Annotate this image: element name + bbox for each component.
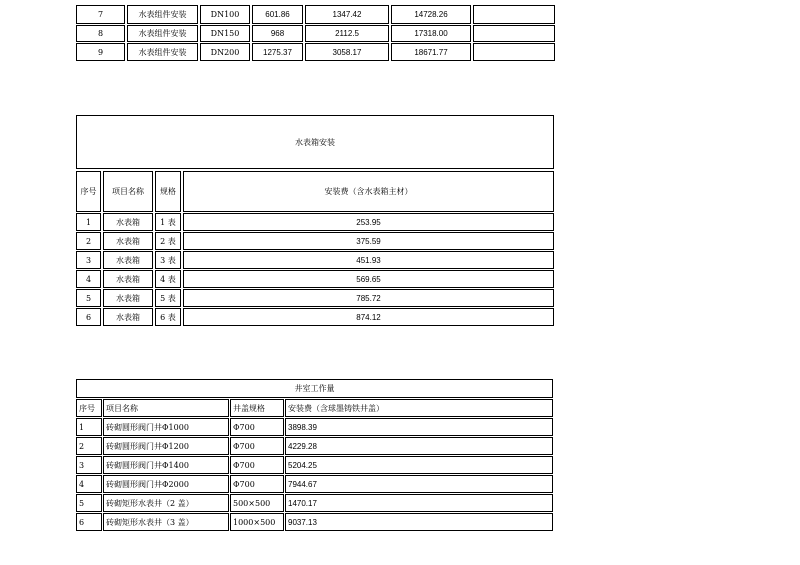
table-cell-value: 968 [252,25,303,42]
table-cell-empty [473,25,555,42]
table-cell-spec: 6 表 [155,308,181,326]
table-cell-spec: DN150 [200,25,250,42]
table-cell-spec: 1 表 [155,213,181,231]
table-cell-name: 砖砌矩形水表井（2 盖） [103,494,229,512]
table-cell-name: 水表箱 [103,213,153,231]
header-fee: 安装费（含球墨铸铁井盖） [285,399,553,417]
table-cell-spec: Φ700 [230,475,284,493]
table-cell-spec: DN200 [200,43,250,61]
table-cell-spec: Φ700 [230,437,284,455]
table-cell-spec: 2 表 [155,232,181,250]
table-title: 井室工作量 [76,379,553,398]
table-cell-name: 水表箱 [103,232,153,250]
table-cell-name: 水表组件安装 [127,25,198,42]
table-cell-spec: DN100 [200,5,250,24]
table-cell-empty [473,5,555,24]
table-cell-spec: 4 表 [155,270,181,288]
table-cell-spec: 3 表 [155,251,181,269]
table-cell-name: 水表箱 [103,270,153,288]
table-cell-no: 3 [76,456,102,474]
table-cell-spec: Φ700 [230,456,284,474]
table-cell-no: 4 [76,475,102,493]
table-cell-name: 砖砌圆形阀门井Φ1400 [103,456,229,474]
table-cell-fee: 9037.13 [285,513,553,531]
table-cell-name: 水表组件安装 [127,5,198,24]
table-cell-value: 18671.77 [391,43,471,61]
header-fee: 安装费（含水表箱主材） [183,171,554,212]
table-cell-fee: 5204.25 [285,456,553,474]
table-cell-no: 1 [76,213,101,231]
table-cell-value: 17318.00 [391,25,471,42]
table-cell-spec: 5 表 [155,289,181,307]
table-cell-spec: 1000×500 [230,513,284,531]
table-cell-fee: 451.93 [183,251,554,269]
table-cell-name: 砖砌圆形阀门井Φ1200 [103,437,229,455]
table-cell-name: 砖砌矩形水表井（3 盖） [103,513,229,531]
table-cell-no: 7 [76,5,125,24]
header-no: 序号 [76,399,102,417]
table-cell-no: 3 [76,251,101,269]
table-cell-spec: Φ700 [230,418,284,436]
table-cell-fee: 7944.67 [285,475,553,493]
table-cell-spec: 500×500 [230,494,284,512]
table-cell-no: 6 [76,513,102,531]
table-cell-fee: 253.95 [183,213,554,231]
table-cell-no: 5 [76,289,101,307]
table-cell-no: 9 [76,43,125,61]
header-spec: 规格 [155,171,181,212]
table-cell-no: 2 [76,232,101,250]
table-cell-no: 4 [76,270,101,288]
header-name: 项目名称 [103,399,229,417]
table-cell-value: 3058.17 [305,43,389,61]
table-cell-name: 水表组件安装 [127,43,198,61]
table-cell-name: 水表箱 [103,289,153,307]
table-cell-fee: 1470.17 [285,494,553,512]
table-cell-fee: 3898.39 [285,418,553,436]
table-cell-name: 砖砌圆形阀门井Φ1000 [103,418,229,436]
header-spec: 井盖规格 [230,399,284,417]
table-cell-fee: 569.65 [183,270,554,288]
table-cell-value: 1347.42 [305,5,389,24]
table-cell-fee: 785.72 [183,289,554,307]
table-cell-no: 2 [76,437,102,455]
table-cell-fee: 375.59 [183,232,554,250]
header-name: 项目名称 [103,171,153,212]
table-cell-name: 砖砌圆形阀门井Φ2000 [103,475,229,493]
table-cell-empty [473,43,555,61]
table-cell-no: 5 [76,494,102,512]
table-cell-fee: 4229.28 [285,437,553,455]
table-cell-no: 1 [76,418,102,436]
table-cell-value: 2112.5 [305,25,389,42]
table-cell-value: 601.86 [252,5,303,24]
table-cell-name: 水表箱 [103,251,153,269]
table-cell-value: 1275.37 [252,43,303,61]
table-cell-value: 14728.26 [391,5,471,24]
table-cell-fee: 874.12 [183,308,554,326]
table-cell-no: 8 [76,25,125,42]
table-cell-name: 水表箱 [103,308,153,326]
table-title: 水表箱安装 [76,115,554,169]
header-no: 序号 [76,171,101,212]
table-cell-no: 6 [76,308,101,326]
